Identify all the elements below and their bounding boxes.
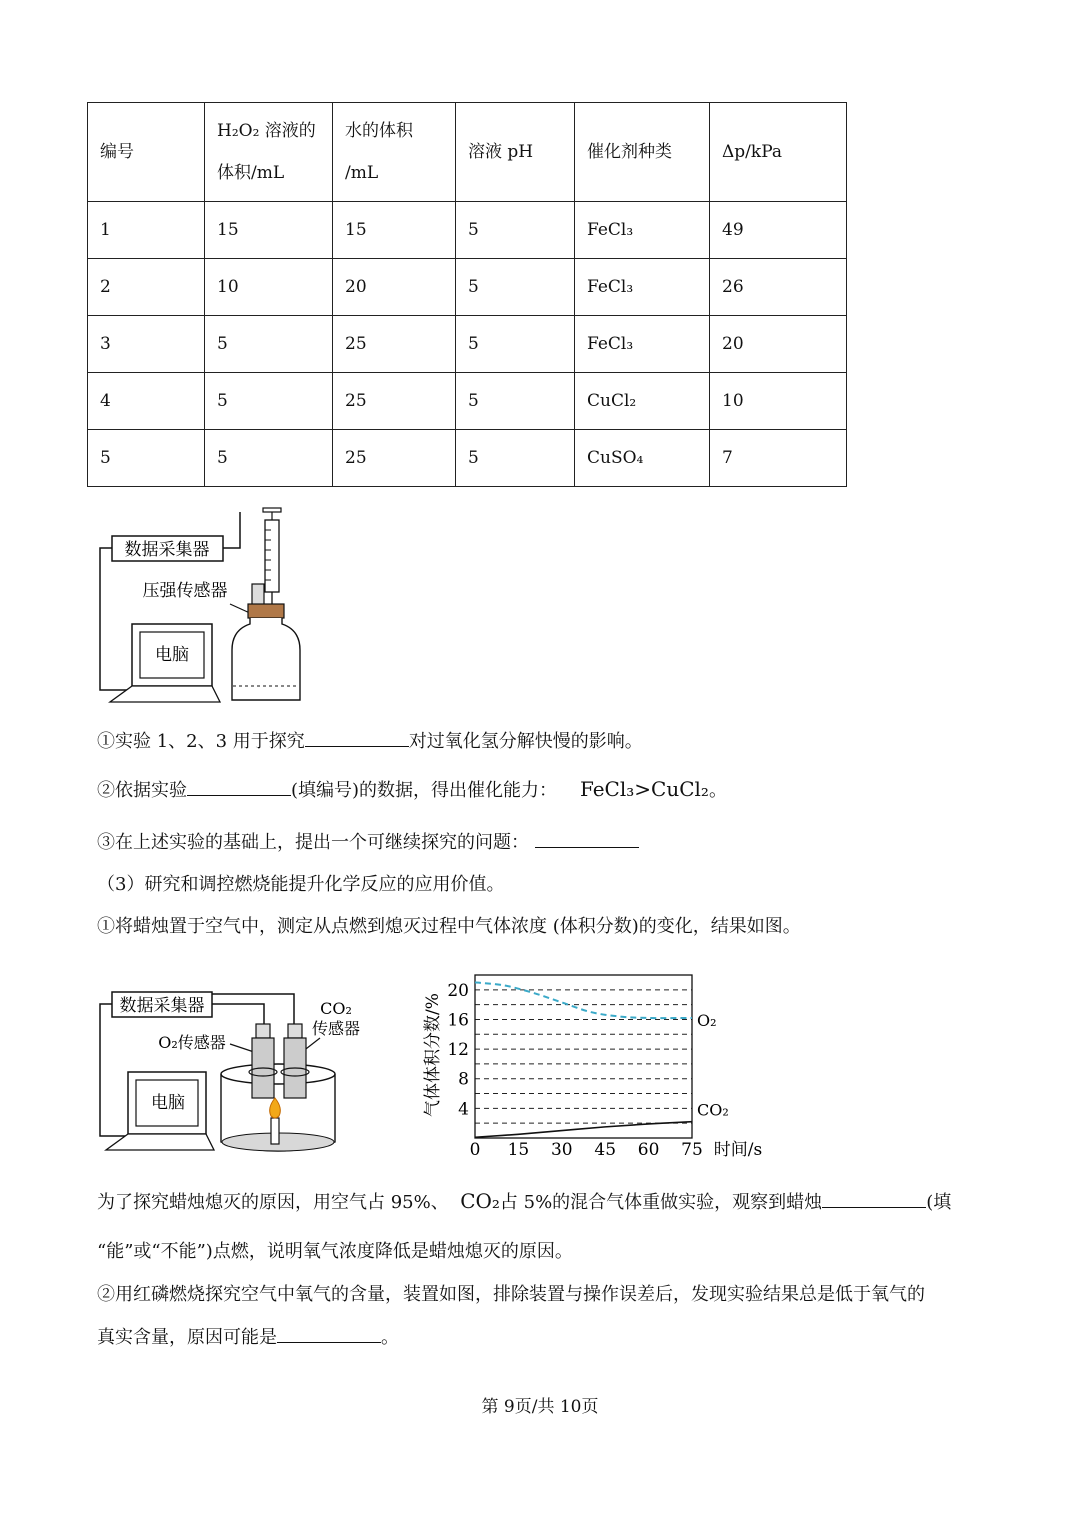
table-cell: 10	[710, 373, 847, 430]
table-cell: 5	[456, 202, 575, 259]
header-cell: 催化剂种类	[575, 103, 710, 202]
table-cell: 25	[333, 373, 456, 430]
y-tick-label: 4	[458, 1099, 469, 1120]
table-cell: 25	[333, 316, 456, 373]
table-cell: 3	[88, 316, 205, 373]
pressure-sensor-label: 压强传感器	[142, 581, 228, 601]
table-cell: 5	[205, 316, 333, 373]
table-cell: 5	[456, 316, 575, 373]
reaction-bottle	[232, 618, 300, 700]
flame	[270, 1098, 281, 1118]
computer-label: 电脑	[155, 645, 189, 665]
header-cell: H₂O₂ 溶液的 体积/mL	[205, 103, 333, 202]
page-footer: 第 9页/共 10页	[481, 1397, 599, 1417]
rubber-stopper	[248, 604, 284, 618]
o2-sensor-label: O₂传感器	[158, 1033, 226, 1052]
candle-experiment-question-cont: “能”或“不能”)点燃，说明氧气浓度降低是蜡烛熄灭的原因。	[97, 1241, 573, 1262]
x-tick-label: 45	[594, 1140, 617, 1160]
table-cell: 5	[205, 430, 333, 487]
keyboard	[110, 686, 220, 702]
table-cell: FeCl₃	[575, 202, 710, 259]
question-1: ①实验 1、2、3 用于探究 对过氧化氢分解快慢的影响。	[97, 727, 643, 753]
candle-apparatus-diagram	[90, 980, 380, 1160]
x-axis-label: 时间/s	[713, 1140, 763, 1160]
x-tick-label: 75	[681, 1140, 703, 1160]
table-cell: 15	[333, 202, 456, 259]
answer-blank[interactable]	[535, 829, 639, 848]
pressure-apparatus-diagram	[90, 500, 330, 710]
answer-blank[interactable]	[187, 777, 291, 796]
candle-experiment-question: 为了探究蜡烛熄灭的原因，用空气占 95%、 CO₂占 5%的混合气体重做实验，观察到蜡烛 (填	[97, 1189, 952, 1213]
table-cell: 5	[205, 373, 333, 430]
table-row	[88, 373, 847, 430]
section-3-heading: （3）研究和调控燃烧能提升化学反应的应用价值。	[97, 874, 505, 895]
y-axis-label: 气体体积分数/%	[423, 993, 443, 1117]
table-cell: 1	[88, 202, 205, 259]
table-cell: 10	[205, 259, 333, 316]
phosphorus-question: ②用红磷燃烧探究空气中氧气的含量，装置如图，排除装置与操作误差后，发现实验结果总是低于氧气的	[97, 1284, 925, 1305]
table-cell: 26	[710, 259, 847, 316]
header-cell: 水的体积 /mL	[333, 103, 456, 202]
table-cell: 7	[710, 430, 847, 487]
x-tick-label: 30	[550, 1140, 573, 1160]
series-line-co2	[475, 1122, 692, 1138]
table-cell: CuSO₄	[575, 430, 710, 487]
table-cell: 2	[88, 259, 205, 316]
catalyst-formula: FeCl₃>CuCl₂	[579, 777, 709, 801]
table-cell: 20	[333, 259, 456, 316]
table-cell: 5	[456, 373, 575, 430]
phosphorus-question-cont: 真实含量，原因可能是 。	[97, 1323, 399, 1349]
answer-blank[interactable]	[305, 728, 409, 747]
y-tick-label: 20	[447, 980, 469, 1001]
table-cell: 49	[710, 202, 847, 259]
table-cell: 25	[333, 430, 456, 487]
answer-blank[interactable]	[277, 1324, 381, 1343]
table-cell: 15	[205, 202, 333, 259]
table-row	[88, 430, 847, 487]
experiment-table	[87, 102, 847, 487]
y-tick-label: 8	[458, 1069, 469, 1090]
table-row	[88, 316, 847, 373]
answer-blank[interactable]	[822, 1189, 926, 1208]
computer-label: 电脑	[151, 1093, 185, 1113]
co2-formula: CO₂	[460, 1189, 500, 1213]
table-cell: 4	[88, 373, 205, 430]
y-tick-label: 16	[447, 1010, 469, 1031]
header-cell: 编号	[88, 103, 205, 202]
series-label: O₂	[697, 1010, 717, 1030]
table-cell: 20	[710, 316, 847, 373]
x-tick-label: 0	[469, 1140, 481, 1160]
table-row	[88, 259, 847, 316]
table-cell: 5	[88, 430, 205, 487]
co2-sensor-label: 传感器	[311, 1019, 361, 1038]
table-cell: FeCl₃	[575, 259, 710, 316]
candle	[271, 1118, 279, 1144]
series-line-o2	[475, 982, 692, 1018]
question-2: ②依据实验 (填编号)的数据，得出催化能力： FeCl₃>CuCl₂。	[97, 777, 727, 801]
x-tick-label: 60	[637, 1140, 660, 1160]
question-3: ③在上述实验的基础上，提出一个可继续探究的问题：	[97, 828, 639, 854]
table-row	[88, 202, 847, 259]
collector-label: 数据采集器	[124, 540, 210, 560]
chart-frame	[475, 975, 692, 1138]
series-label: CO₂	[697, 1100, 729, 1120]
x-tick-label: 15	[507, 1140, 530, 1160]
co2-sensor-label: CO₂	[320, 999, 352, 1018]
syringe	[265, 520, 279, 592]
table-cell: 5	[456, 430, 575, 487]
candle-question: ①将蜡烛置于空气中，测定从点燃到熄灭过程中气体浓度 (体积分数)的变化，结果如图。	[97, 916, 801, 937]
header-cell: Δp/kPa	[710, 103, 847, 202]
table-cell: CuCl₂	[575, 373, 710, 430]
gas-concentration-chart	[420, 950, 780, 1165]
y-tick-label: 12	[447, 1040, 469, 1061]
header-cell: 溶液 pH	[456, 103, 575, 202]
table-cell: 5	[456, 259, 575, 316]
collector-label: 数据采集器	[119, 996, 205, 1016]
table-header-row	[88, 103, 847, 202]
table-cell: FeCl₃	[575, 316, 710, 373]
